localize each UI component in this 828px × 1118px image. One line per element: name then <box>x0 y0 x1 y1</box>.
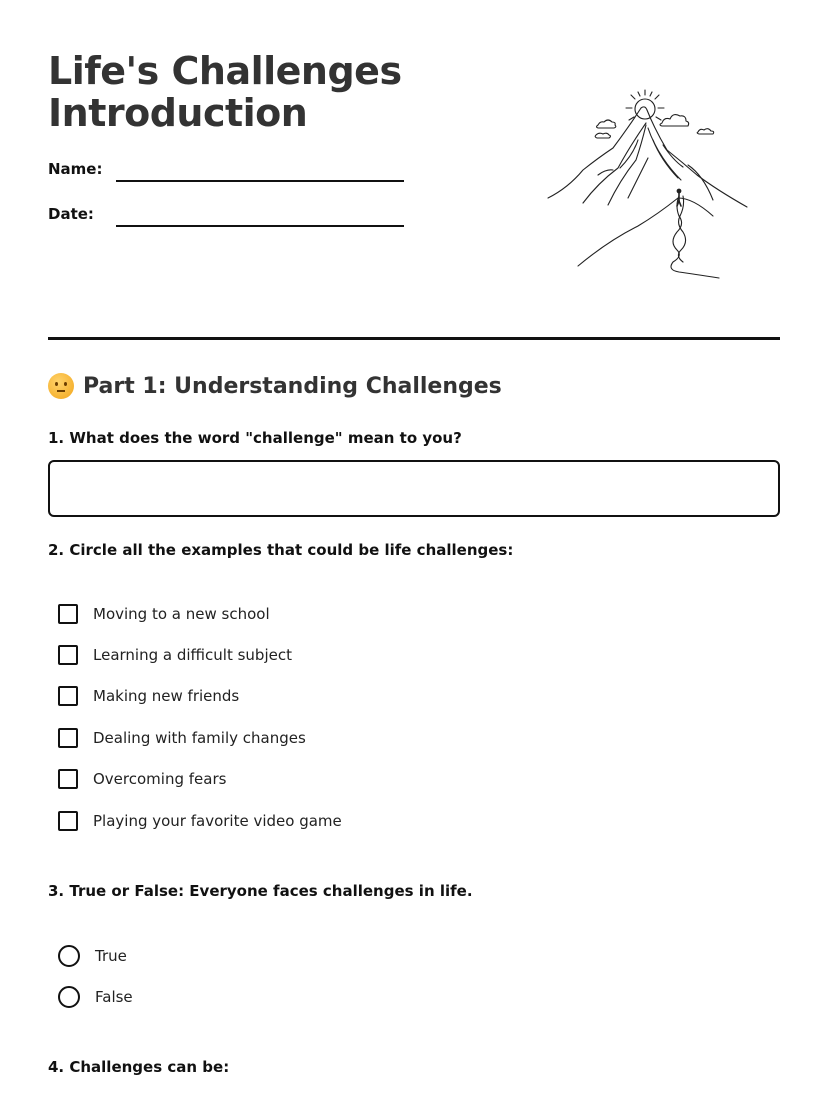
question-1-answer-box[interactable] <box>48 460 780 517</box>
checkbox[interactable] <box>58 604 78 624</box>
part-1-title: Part 1: Understanding Challenges <box>83 373 502 399</box>
sun-icon <box>635 99 655 119</box>
title-line-2: Introduction <box>48 91 308 135</box>
checkbox[interactable] <box>58 728 78 748</box>
name-label: Name: <box>48 160 103 178</box>
section-divider <box>48 337 780 340</box>
question-4: 4. Challenges can be: <box>48 1058 230 1076</box>
checkbox[interactable] <box>58 811 78 831</box>
date-label: Date: <box>48 205 94 223</box>
radio-option-false[interactable] <box>58 986 133 1008</box>
checkbox-option[interactable] <box>58 686 239 706</box>
checkbox-option-label: Moving to a new school <box>93 605 270 623</box>
checkbox-option[interactable] <box>58 604 270 624</box>
worksheet-title <box>48 50 402 134</box>
checkbox-option[interactable] <box>58 645 292 665</box>
checkbox-option[interactable] <box>58 811 342 831</box>
checkbox-option-label: Playing your favorite video game <box>93 812 342 830</box>
thinking-face-icon <box>48 373 74 399</box>
title-line-1: Life's Challenges <box>48 49 402 93</box>
sun-rays-icon <box>626 90 664 120</box>
radio-option-true[interactable] <box>58 945 127 967</box>
checkbox[interactable] <box>58 769 78 789</box>
checkbox-option-label: Overcoming fears <box>93 770 227 788</box>
cloud-icon <box>595 133 610 138</box>
cloud-icon <box>597 120 616 128</box>
checkbox-option[interactable] <box>58 728 306 748</box>
radio-option-label: False <box>95 988 133 1006</box>
radio-button[interactable] <box>58 986 80 1008</box>
date-line[interactable] <box>116 225 404 227</box>
radio-option-label: True <box>95 947 127 965</box>
question-3: 3. True or False: Everyone faces challenges in life. <box>48 882 473 900</box>
checkbox[interactable] <box>58 686 78 706</box>
radio-button[interactable] <box>58 945 80 967</box>
checkbox-option-label: Dealing with family changes <box>93 729 306 747</box>
checkbox-option-label: Learning a difficult subject <box>93 646 292 664</box>
question-2: 2. Circle all the examples that could be life challenges: <box>48 541 514 559</box>
part-1-heading <box>48 373 502 399</box>
checkbox[interactable] <box>58 645 78 665</box>
mountain-illustration <box>538 80 758 280</box>
question-1: 1. What does the word "challenge" mean to you? <box>48 429 462 447</box>
cloud-icon <box>697 129 713 134</box>
checkbox-option[interactable] <box>58 769 226 789</box>
name-line[interactable] <box>116 180 404 182</box>
cloud-icon <box>660 115 689 126</box>
checkbox-option-label: Making new friends <box>93 687 240 705</box>
